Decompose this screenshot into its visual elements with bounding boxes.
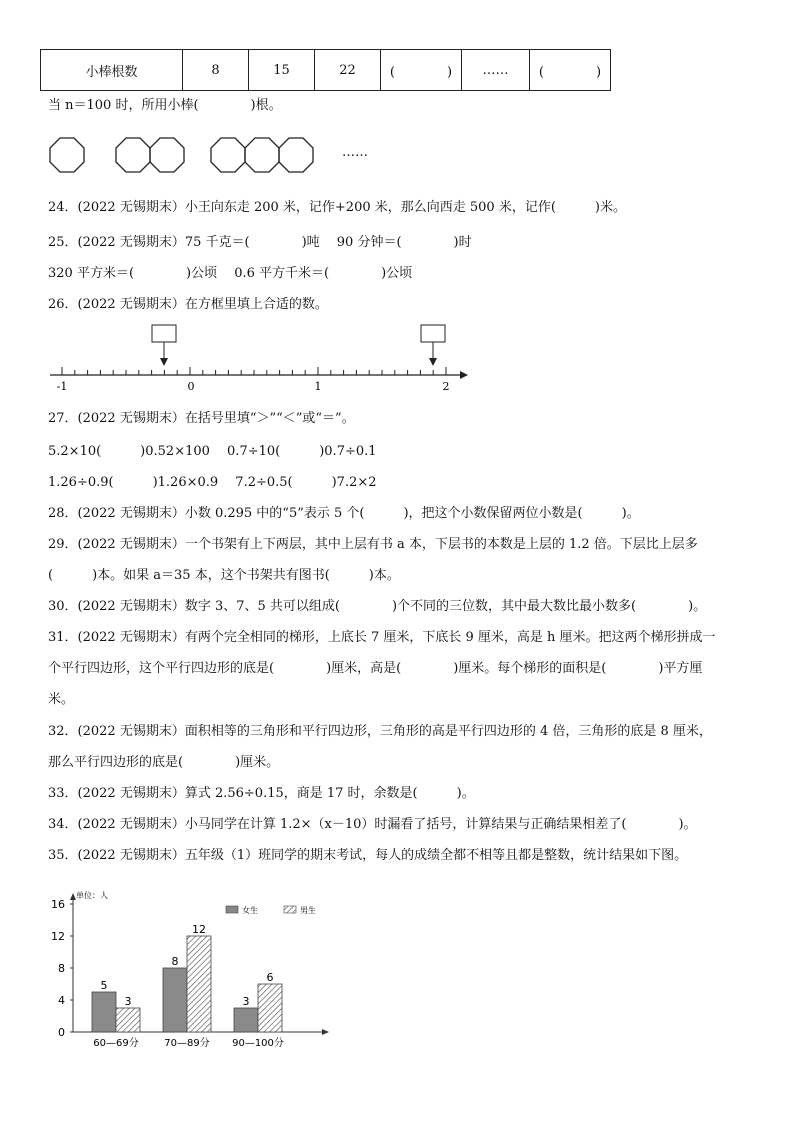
legend-label-girls: 女生: [242, 906, 258, 915]
table-cell: 15: [249, 50, 315, 91]
bar-girls: [163, 968, 187, 1032]
bar-boys: [187, 936, 211, 1032]
number-line-label: 1: [314, 380, 322, 393]
question-32-line1: 32．(2022 无锡期末）面积相等的三角形和平行四边形，三角形的高是平行四边形的 4 倍，三角形的底是 8 厘米，: [48, 724, 712, 739]
bar-value-label: 5: [100, 979, 108, 992]
number-line: [0, 320, 794, 395]
bar-boys: [116, 1008, 140, 1032]
table-header-cell: 小棒根数: [41, 50, 183, 91]
y-tick-label: 12: [51, 930, 65, 943]
legend-swatch-girls: [226, 906, 238, 913]
table-cell: 8: [183, 50, 249, 91]
bar-value-label: 3: [124, 995, 132, 1008]
question-27-line1: 5.2×10( )0.52×100 0.7÷10( )0.7÷0.1: [48, 444, 377, 459]
bar-value-label: 12: [192, 923, 206, 936]
question-31-line3: 米。: [48, 692, 75, 707]
table-cell: ( ): [381, 50, 462, 91]
question-34: 34．(2022 无锡期末）小马同学在计算 1.2×（x－10）时漏看了括号，计算结果与正确结果相差了( )。: [48, 817, 697, 832]
question-33: 33．(2022 无锡期末）算式 2.56÷0.15，商是 17 时，余数是( )。: [48, 786, 475, 801]
bar-value-label: 3: [242, 995, 250, 1008]
question-25-line2: 320 平方米＝( )公顷 0.6 平方千米＝( )公顷: [48, 266, 413, 281]
y-tick-label: 4: [58, 994, 65, 1007]
question-31-line1: 31．(2022 无锡期末）有两个完全相同的梯形，上底长 7 厘米，下底长 9 厘米，高是 h 厘米。把这两个梯形拼成一: [48, 630, 716, 645]
bar-girls: [92, 992, 116, 1032]
octagon-shape: [150, 138, 184, 172]
question-31-line2: 个平行四边形，这个平行四边形的底是( )厘米，高是( )厘米。每个梯形的面积是( )平方厘: [48, 661, 703, 676]
category-label: 60—69分: [93, 1038, 139, 1049]
q23-tail: 当 n＝100 时，所用小棒( )根。: [48, 98, 282, 113]
question-27: 27．(2022 无锡期末）在括号里填“＞”“＜”或“＝”。: [48, 411, 355, 426]
octagon-shape: [279, 138, 313, 172]
octagon-shape: [50, 138, 84, 172]
question-26: 26．(2022 无锡期末）在方框里填上合适的数。: [48, 297, 328, 312]
question-30: 30．(2022 无锡期末）数字 3、7、5 共可以组成( )个不同的三位数，其中最大数比最小数多( )。: [48, 599, 707, 614]
bar-girls: [234, 1008, 258, 1032]
number-line-label: 2: [442, 380, 450, 393]
number-line-arrow: [460, 371, 468, 379]
pointer-arrow-head: [429, 358, 437, 366]
bar-value-label: 6: [266, 971, 274, 984]
number-line-label: 0: [187, 380, 195, 393]
bar-value-label: 8: [171, 955, 179, 968]
bar-boys: [258, 984, 282, 1032]
pointer-arrow-head: [160, 358, 168, 366]
question-25-line1: 25．(2022 无锡期末）75 千克＝( )吨 90 分钟＝( )时: [48, 235, 472, 250]
table-cell: ……: [462, 50, 530, 91]
answer-box: [152, 325, 176, 342]
octagon-ellipsis: ……: [342, 145, 368, 160]
octagon-shape: [116, 138, 150, 172]
question-35: 35．(2022 无锡期末）五年级（1）班同学的期末考试，每人的成绩全都不相等且都是整数，统计结果如下图。: [48, 848, 688, 863]
chart-legend: [226, 905, 316, 915]
question-29-line1: 29．(2022 无锡期末）一个书架有上下两层，其中上层有书 a 本，下层书的本数是上层的 1.2 倍。下层比上层多: [48, 537, 698, 552]
stick-count-table: [40, 49, 611, 91]
question-28: 28．(2022 无锡期末）小数 0.295 中的“5”表示 5 个( )，把这个小数保留两位小数是( )。: [48, 506, 640, 521]
legend-swatch-boys: [284, 906, 296, 913]
number-line-label: -1: [56, 380, 68, 393]
octagon-shape: [211, 138, 245, 172]
table-cell: ( ): [530, 50, 611, 91]
question-27-line2: 1.26÷0.9( )1.26×0.9 7.2÷0.5( )7.2×2: [48, 475, 377, 490]
y-tick-label: 16: [51, 898, 65, 911]
legend-label-boys: 男生: [300, 906, 316, 915]
chart-unit-label: 单位：人: [76, 891, 108, 900]
y-tick-label: 0: [58, 1026, 65, 1039]
y-tick-label: 8: [58, 962, 65, 975]
question-29-line2: ( )本。如果 a＝35 本，这个书架共有图书( )本。: [48, 568, 400, 583]
table-cell: 22: [315, 50, 381, 91]
chart-x-axis-arrow: [322, 1029, 329, 1035]
category-label: 70—89分: [164, 1038, 210, 1049]
question-24: 24．(2022 无锡期末）小王向东走 200 米，记作+200 米，那么向西走 500 米，记作( )米。: [48, 200, 626, 215]
octagon-shape: [245, 138, 279, 172]
score-bar-chart: [40, 882, 340, 1052]
category-label: 90—100分: [232, 1038, 284, 1049]
octagon-figures: [50, 136, 350, 176]
answer-box: [421, 325, 445, 342]
question-32-line2: 那么平行四边形的底是( )厘米。: [48, 755, 280, 770]
